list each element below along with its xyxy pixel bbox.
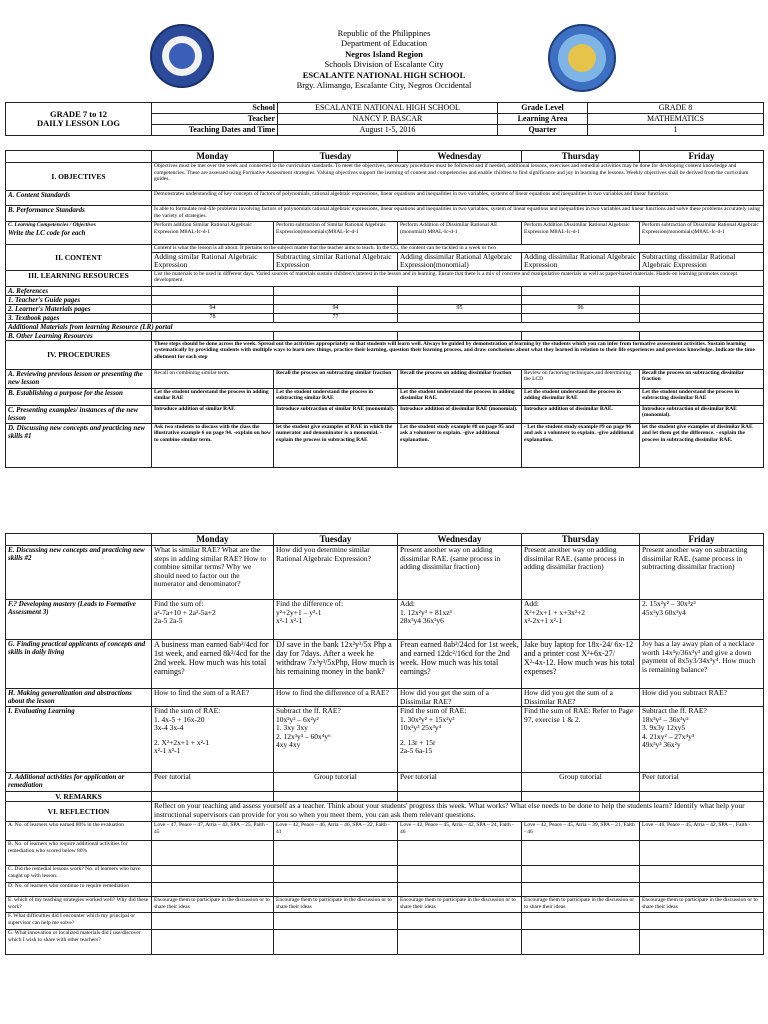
textbook-pages-label: 3. Textbook pages xyxy=(6,313,152,322)
procedures-note: These steps should be done across the week. Spread out the activities appropriately so that students will learn well. Always be guided by demonstration of learning by the students which you can infer from formative assessment activities. Sustain learning systematically by providing students with multiple ways to learn new things, practice their learning, question their learning process, and draw conclusions about what they learned in relation to their life experiences and previous knowledge. Indicate the time allotment for each step xyxy=(152,340,764,369)
proc-i-cell: Find the sum of RAE: 1. 4x-5 + 16x-20 3x-4 3x-4 2. X²+2x+1 + x²-1 x²-1 x²-1 xyxy=(152,707,274,773)
tg-pages-label: 1. Teacher's Guide pages xyxy=(6,295,152,304)
reflection-e-cell: Encourage them to participate in the discussion or to share their ideas xyxy=(522,897,640,913)
procedures-label: IV. PROCEDURES xyxy=(6,340,152,369)
proc-i-cell: Subtract the ff. RAE? 10x²y² – 6x²y² 1. 3xy 3xy 2. 12x³y³ – 60x⁴y⁶ 4xy 4xy xyxy=(274,707,398,773)
proc-j-cell: Peer tutorial xyxy=(398,773,522,792)
reflection-b-label: B. No. of learners who require additional activities for remediation who scored below 80% xyxy=(6,841,152,866)
proc-g-cell: A business man earned 6ab²/4cd for 1st week, and earned 8k²/4cd for the 2nd week. How much was his total earnings? xyxy=(152,640,274,689)
content-cell: Subtracting dissimilar Rational Algebraic Expression xyxy=(640,252,764,270)
proc-b-cell: Let the student understand the process in subtracting similar RAE xyxy=(274,388,398,405)
header-line: Republic of the Philippines xyxy=(337,28,431,38)
grade-log-title: GRADE 7 to 12 DAILY LESSON LOG xyxy=(6,103,152,136)
reflection-a-cell: Love – 42, Peace – 45, Atria – 39, SPA – 21, Faith - 46 xyxy=(522,822,640,841)
proc-i-cell: Find the sum of RAE: Refer to Page 97, exercise 1 & 2. xyxy=(522,707,640,773)
lesson-log-table-2 xyxy=(5,533,764,955)
proc-h-cell: How to find the sum of a RAE? xyxy=(152,689,274,707)
proc-f-cell: Add: X²+2x+1 + x+3x²+2 x²-2x+1 x²-1 xyxy=(522,600,640,640)
proc-f-cell: Find the difference of: y²+2y+1 – y²-1 x²-1 x²-1 xyxy=(274,600,398,640)
proc-a-label: A. Reviewing previous lesson or presenting the new lesson xyxy=(6,369,152,388)
day-header: Tuesday xyxy=(274,534,398,546)
reflection-note: Reflect on your teaching and assess yourself as a teacher. Think about your students' progress this week. What works? What else needs to be done to help the students learn? Identify what help your instructional supervisors can provide for you so when you meet them, you can ask them relevant questions. xyxy=(152,802,764,822)
lc-cell: Perform subtraction of Similar Rational Algebraic Expression(monomials)M8AL-Ic-d-1 xyxy=(274,222,398,245)
proc-h-cell: How did you get the sum of a Dissimilar RAE? xyxy=(398,689,522,707)
proc-j-cell: Peer tutorial xyxy=(640,773,764,792)
proc-h-cell: How did you get the sum of a Dissimilar RAE? xyxy=(522,689,640,707)
teacher-label: Teacher xyxy=(152,114,278,125)
proc-h-cell: How to find the difference of a RAE? xyxy=(274,689,398,707)
proc-h-cell: How did you subtract RAE? xyxy=(640,689,764,707)
proc-f-cell: Find the sum of: a²-7a+10 + 2a²-5a+2 2a-5 2a-5 xyxy=(152,600,274,640)
day-header: Friday xyxy=(640,151,764,163)
day-header: Monday xyxy=(152,151,274,163)
proc-d-cell: Ask two students to discuss with the class the illustrative example 6 on page 94. -explain on how to combine similar term. xyxy=(152,423,274,467)
proc-i-cell: Subtract the ff. RAE? 18x³y² – 36x³y² 3. 9x3y 12xy5 4. 21xy² – 27x⁴y³ 49x³y³ 36x²y xyxy=(640,707,764,773)
proc-g-cell: Frean earned 8ab²/24cd for 1st week, and earned 12dc²/16cd for the 2nd week. How much was his total earnings? xyxy=(398,640,522,689)
proc-i-cell: Find the sum of RAE: 1. 30x²y² + 15x²y³ 10x²y³ 25x³y⁴ 2. 13r + 15r 2a-5 6a-15 xyxy=(398,707,522,773)
header-line: Brgy. Alimango, Escalante City, Negros Occidental xyxy=(296,80,472,91)
day-header: Wednesday xyxy=(398,534,522,546)
content-cell: Adding similar Rational Algebraic Expression xyxy=(152,252,274,270)
school-info-table xyxy=(5,102,764,136)
grade-label: Grade Level xyxy=(498,103,588,114)
reflection-a-cell: Love – 42, Peace – 45, Atria – 42, SPA – 24, Faith - 46 xyxy=(398,822,522,841)
reflection-c-label: C. Did the remedial lessons work? No. of learners who have caught up with lesson. xyxy=(6,866,152,883)
proc-c-cell: Introduce addition of dissimilar RAE (monomial). xyxy=(398,405,522,423)
reflection-e-cell: Encourage them to participate in the discussion or to share their ideas xyxy=(152,897,274,913)
reflection-d-label: D. No. of learners who continue to require remediation xyxy=(6,883,152,897)
grade-value: GRADE 8 xyxy=(588,103,764,114)
school-label: School xyxy=(152,103,278,114)
content-label: II. CONTENT xyxy=(6,245,152,271)
content-cell: Subtracting similar Rational Algebraic Expression xyxy=(274,252,398,270)
area-label: Learning Area xyxy=(498,114,588,125)
content-standards-text: Demonstrates understanding of key concepts of factors of polynomials, rational algebraic expressions, linear equations and inequalities in two variables, systems of linear equations and inequalities in two variables and linear functions xyxy=(152,191,764,206)
day-header: Thursday xyxy=(522,151,640,163)
proc-c-cell: Introduce addition of dissimilar RAE. xyxy=(522,405,640,423)
header-line: ESCALANTE NATIONAL HIGH SCHOOL xyxy=(302,69,466,80)
content-standards-label: A. Content Standards xyxy=(6,191,152,206)
textbook-page: 78 xyxy=(152,313,274,322)
lc-cell: Perform Addition Dissimilar Rational Algebraic Expression M8AL-Ic-d-1 xyxy=(522,222,640,245)
proc-i-label: I. Evaluating Learning xyxy=(6,707,152,773)
proc-g-cell: DJ save in the bank 12x²y³/5x Php a day for 7days. After a week he withdraw 7x³y³/5xPhp, How much is his remaining money in the bank? xyxy=(274,640,398,689)
lc-cell: Perform addition Similar Rational Algebraic Expression M8AL-Ic-d-1 xyxy=(152,222,274,245)
learning-resources-label: III. LEARNING RESOURCES xyxy=(6,270,152,286)
reflection-a-cell: Love – 42, Peace – 46, Atria – 46, SPA – 22, Faith - 41 xyxy=(274,822,398,841)
proc-c-cell: Introduce subtraction of similar RAE (monomial). xyxy=(274,405,398,423)
proc-j-cell: Group tutorial xyxy=(522,773,640,792)
proc-d-cell: let the student give examples of dissimilar RAE and let them get the difference. - explain the process in subtracting dissimilar RAE. xyxy=(640,423,764,467)
proc-j-cell: Group tutorial xyxy=(274,773,398,792)
learning-resources-note: List the materials to be used in different days. Varied sources of materials sustain children's interest in the lesson and in learning. Ensure that there is a mix of concrete and manipulative materials as well as paper-based materials. Hands-on learning promotes concept development. xyxy=(152,270,764,286)
proc-e-cell: Present another way on adding dissimilar RAE. (same process in adding dissimilar fraction) xyxy=(522,546,640,600)
day-header: Monday xyxy=(152,534,274,546)
proc-d-cell: - Let the student study example #9 on page 96 and ask a volunteer to explain. -give additional explanation. xyxy=(522,423,640,467)
quarter-label: Quarter xyxy=(498,125,588,136)
proc-a-cell: Recall the process on subtracting dissimilar fraction xyxy=(640,369,764,388)
proc-g-label: G. Finding practical applicants of concepts and skills in daily living xyxy=(6,640,152,689)
proc-d-cell: let the student give examples of RAE in which the numerator and denominator is a monomial. - explain the process in subtracting RAE xyxy=(274,423,398,467)
reflection-e-cell: Encourage them to participate in the discussion or to share their ideas xyxy=(398,897,522,913)
lesson-log-table-1 xyxy=(5,150,764,468)
proc-g-cell: Joy has a lay away plan of a necklace worth 14x³y/36x³y³ and give a down payment of 8x5y3/34x³y⁴. How much is remaining balance? xyxy=(640,640,764,689)
other-resources-label: B. Other Learning Resources xyxy=(6,331,152,340)
remarks-label: V. REMARKS xyxy=(6,792,152,802)
lm-page: 95 xyxy=(398,304,522,313)
reflection-label: VI. REFLECTION xyxy=(6,802,152,822)
proc-b-label: B. Establishing a purpose for the lesson xyxy=(6,388,152,405)
proc-e-cell: What is similar RAE? What are the steps in adding similar RAE? How to combine similar terms? Why we should need to factor out the numerator and denominator? xyxy=(152,546,274,600)
teacher-value: NANCY P. BASCAR xyxy=(278,114,498,125)
proc-f-label: F.? Developing mastery (Leads to Formative Assessment 3) xyxy=(6,600,152,640)
proc-j-label: J. Additional activities for application or remediation xyxy=(6,773,152,792)
day-header: Wednesday xyxy=(398,151,522,163)
textbook-page: 77 xyxy=(274,313,398,322)
proc-c-cell: Introduce addition of similar RAE xyxy=(152,405,274,423)
performance-standards-label: B. Performance Standards xyxy=(6,206,152,222)
area-value: MATHEMATICS xyxy=(588,114,764,125)
proc-b-cell: Let the student understand the process in adding dissimilar RAE xyxy=(522,388,640,405)
proc-a-cell: Recall on combining similar term. xyxy=(152,369,274,388)
proc-d-cell: Let the student study example #8 on page 95 and ask a volunteer to explain. -give additional explanation. xyxy=(398,423,522,467)
proc-g-cell: Jake buy laptop for 18x-24/ 6x-12 and a printer cost X²+6x-27/ X²-4x-12. How much was his total expenses? xyxy=(522,640,640,689)
proc-e-cell: Present another way on adding dissimilar RAE. (same process in adding dissimilar fraction) xyxy=(398,546,522,600)
lm-page: 94 xyxy=(274,304,398,313)
lm-page: 94 xyxy=(152,304,274,313)
school-value: ESCALANTE NATIONAL HIGH SCHOOL xyxy=(278,103,498,114)
lc-cell: Perform subtraction of Dissimilar Rational Algebraic Expression(monomials)M8AL-Ic-d-1 xyxy=(640,222,764,245)
objectives-label: I. OBJECTIVES xyxy=(6,163,152,191)
proc-e-cell: How did you determine similar Rational Algebraic Expression? xyxy=(274,546,398,600)
proc-a-cell: Recall the process on adding dissimilar fraction xyxy=(398,369,522,388)
header-line: Department of Education xyxy=(341,38,427,49)
reflection-a-cell: Love – 47, Peace – 47, Atria – 43, SPA – 25, Paith - 45 xyxy=(152,822,274,841)
reflection-e-cell: Encourage them to participate in the discussion or to share their ideas xyxy=(640,897,764,913)
additional-materials-label: Additional Materials from learning Resource (LR) portal xyxy=(6,322,764,331)
proc-b-cell: Let the student understand the process in subtracting dissimilar RAE xyxy=(640,388,764,405)
header-line: Negros Island Region xyxy=(345,48,423,59)
proc-e-label: E. Discussing new concepts and practicing new skills #2 xyxy=(6,546,152,600)
reflection-a-label: A. No. of learners who earned 80% in the evaluation xyxy=(6,822,152,841)
proc-j-cell: Peer tutorial xyxy=(152,773,274,792)
proc-d-label: D. Discussing new concepts and practicing new skills #1 xyxy=(6,423,152,467)
lm-pages-label: 2. Learner's Materials pages xyxy=(6,304,152,313)
dates-label: Teaching Dates and Time xyxy=(152,125,278,136)
performance-standards-text: Is able to formulate real-life problems involving factors of polynomials rational algebraic expressions, linear equations and inequalities in two variables, system of linear equations and inequalities in two variables and linear functions and solve these problems accurately using the variety of strategies. xyxy=(152,206,764,222)
lc-label: C. Learning Competencies / Objectives Write the LC code for each xyxy=(6,222,152,245)
lc-cell: Perform Addition of Dissimilar Rational AE (monomial) M8AL-Ic-d-1 xyxy=(398,222,522,245)
letterhead xyxy=(0,28,768,90)
reflection-e-label: E. which of my teaching strategies worked well? Why did these work? xyxy=(6,897,152,913)
reflection-e-cell: Encourage them to participate in the discussion or to share their ideas xyxy=(274,897,398,913)
proc-a-cell: Recall the process on subtracting similar fraction xyxy=(274,369,398,388)
header-line: Schools Division of Escalante City xyxy=(324,59,444,70)
content-note: Content is what the lesson is all about. It pertains to the subject matter that the teacher aims to teach. In the CG, the content can be tackled in a week or two xyxy=(152,245,764,253)
references-label: A. References xyxy=(6,286,152,295)
proc-b-cell: Let the student understand the process in adding dissimilar RAE. xyxy=(398,388,522,405)
proc-b-cell: Let the student understand the process in adding similar RAE xyxy=(152,388,274,405)
reflection-g-label: G. What innovation or localized materials did I use/discover which I wish to share with other teachers? xyxy=(6,930,152,955)
objectives-text: Objectives must be met over the week and connected to the curriculum standards. To meet the objectives, necessary procedures must be followed and if needed, additional lessons, exercises and remedial activities may be done for developing content knowledge and competencies. These are assessed using Formative Assessment strategies. Valuing objectives support the learning of content and competencies and enable children to find significance and joy in learning the lessons. Weekly objectives shall be derived from the curriculum guides. xyxy=(152,163,764,191)
proc-c-cell: Introduce subtraction of dissimilar RAE (monomial). xyxy=(640,405,764,423)
day-header: Friday xyxy=(640,534,764,546)
quarter-value: 1 xyxy=(588,125,764,136)
proc-f-cell: Add: 1. 12x²y³ + 81xz³ 28x³y4 36x³y6 xyxy=(398,600,522,640)
proc-h-label: H. Making generalization and abstractions about the lesson xyxy=(6,689,152,707)
dates-value: August 1-5, 2016 xyxy=(278,125,498,136)
proc-f-cell: 2. 15x²y² – 30x³z³ 45x²y3 60x²y4 xyxy=(640,600,764,640)
proc-e-cell: Present another way on subtracting dissimilar RAE. (same process in subtracting dissimilar fraction) xyxy=(640,546,764,600)
proc-a-cell: Review on factoring techniques and determining the LCD xyxy=(522,369,640,388)
day-header: Tuesday xyxy=(274,151,398,163)
proc-c-label: C. Presenting examples/ instances of the new lesson xyxy=(6,405,152,423)
reflection-a-cell: Love – 46, Peace – 45, Atria – 42, SPA – , Faith - xyxy=(640,822,764,841)
reflection-f-label: F. What difficulties did I encounter which my principal or supervisor can help me solve? xyxy=(6,913,152,930)
content-cell: Adding dissimilar Rational Algebraic Expression xyxy=(522,252,640,270)
day-header: Thursday xyxy=(522,534,640,546)
lm-page: 96 xyxy=(522,304,640,313)
content-cell: Adding dissimilar Rational Algebraic Expression(monomial) xyxy=(398,252,522,270)
